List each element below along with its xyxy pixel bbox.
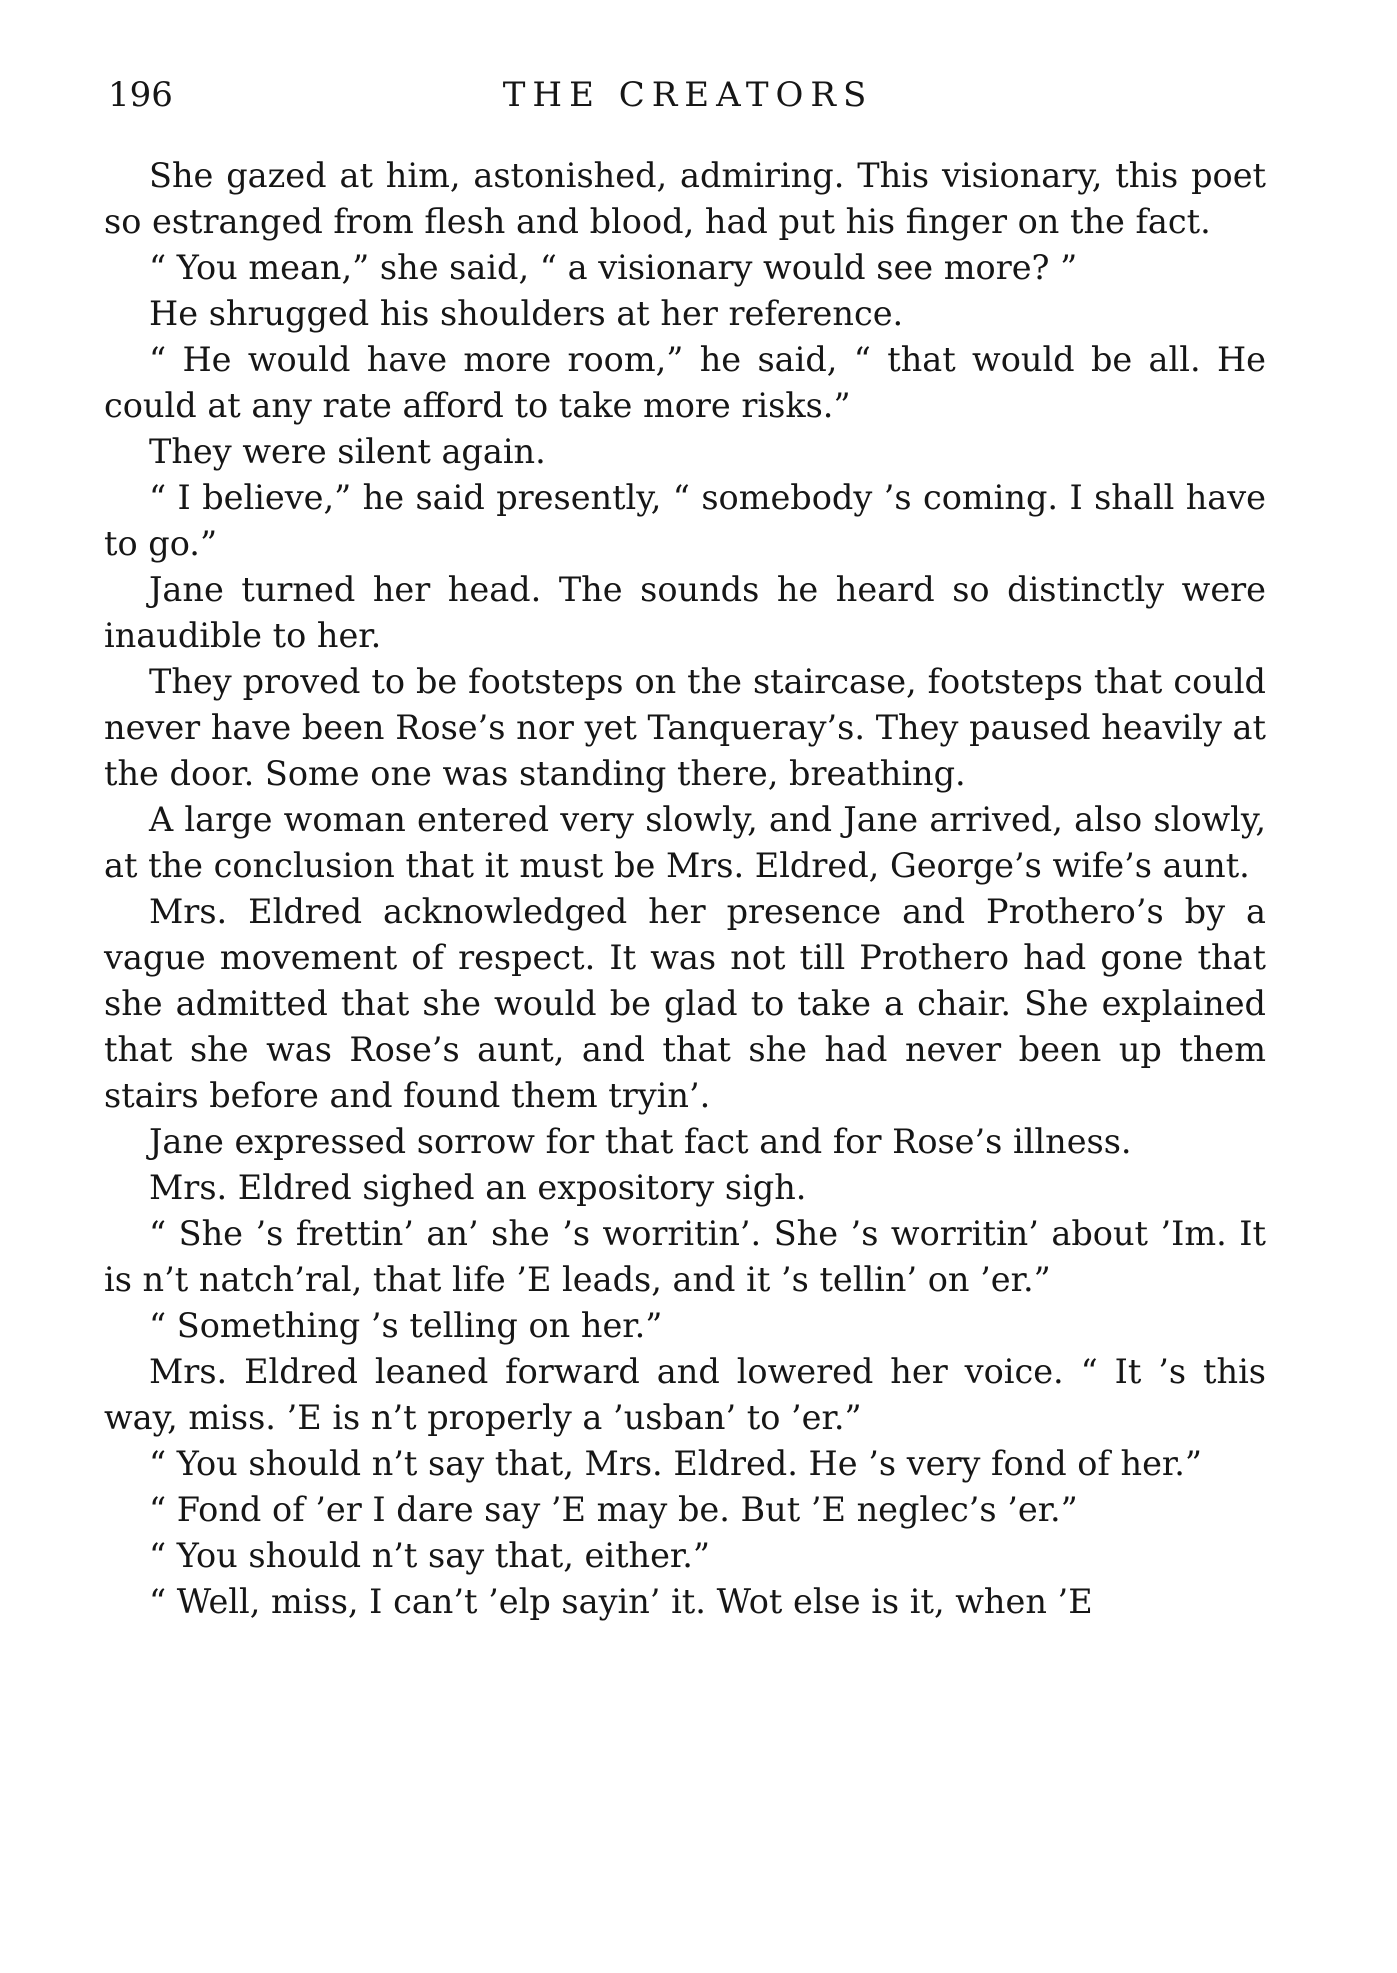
paragraph: “ He would have more room,” he said, “ that would be all. He could at any rate afford to take more risks.” [104,340,1266,425]
paragraph: Mrs. Eldred leaned forward and lowered her voice. “ It ’s this way, miss. ’E is n’t properly a ’usban’ to ’er.” [104,1352,1266,1437]
paragraph: Mrs. Eldred sighed an expository sigh. [149,1168,807,1207]
body-text [104,153,1266,1625]
paragraph: “ She ’s frettin’ an’ she ’s worritin’. She ’s worritin’ about ’Im. It is n’t natch’ral, that life ’E leads, and it ’s tellin’ on ’er.” [104,1214,1266,1299]
paragraph: “ Something ’s telling on her.” [149,1306,663,1345]
paragraph: He shrugged his shoulders at her reference. [149,294,904,333]
paragraph: “ I believe,” he said presently, “ somebody ’s coming. I shall have to go.” [104,478,1266,563]
paragraph: “ Well, miss, I can’t ’elp sayin’ it. Wot else is it, when ’E [149,1582,1093,1621]
paragraph: “ You should n’t say that, either.” [149,1536,711,1575]
paragraph: A large woman entered very slowly, and Jane arrived, also slowly, at the conclusion that it must be Mrs. Eldred, George’s wife’s aunt. [104,800,1266,885]
paragraph: “ You mean,” she said, “ a visionary would see more? ” [149,248,1078,287]
page-number: 196 [108,75,173,115]
paragraph: Jane turned her head. The sounds he heard so distinctly were inaudible to her. [104,570,1266,655]
running-head [108,70,1268,120]
book-title: THE CREATORS [502,75,874,115]
paragraph: “ You should n’t say that, Mrs. Eldred. He ’s very fond of her.” [149,1444,1203,1483]
paragraph: Mrs. Eldred acknowledged her presence and Prothero’s by a vague movement of respect. It was not till Prothero had gone that she admitted that she would be glad to take a chair. She explained that she was Rose’s aunt, and that she had never been up them stairs before and found them tryin’. [104,892,1266,1115]
paragraph: “ Fond of ’er I dare say ’E may be. But ’E neglec’s ’er.” [149,1490,1078,1529]
paragraph: Jane expressed sorrow for that fact and for Rose’s illness. [149,1122,1132,1161]
paragraph: She gazed at him, astonished, admiring. This visionary, this poet so estranged from flesh and blood, had put his finger on the fact. [104,156,1266,241]
paragraph: They proved to be footsteps on the staircase, footsteps that could never have been Rose’s nor yet Tanqueray’s. They paused heavily at the door. Some one was standing there, breathing. [104,662,1266,793]
paragraph: They were silent again. [149,432,546,471]
